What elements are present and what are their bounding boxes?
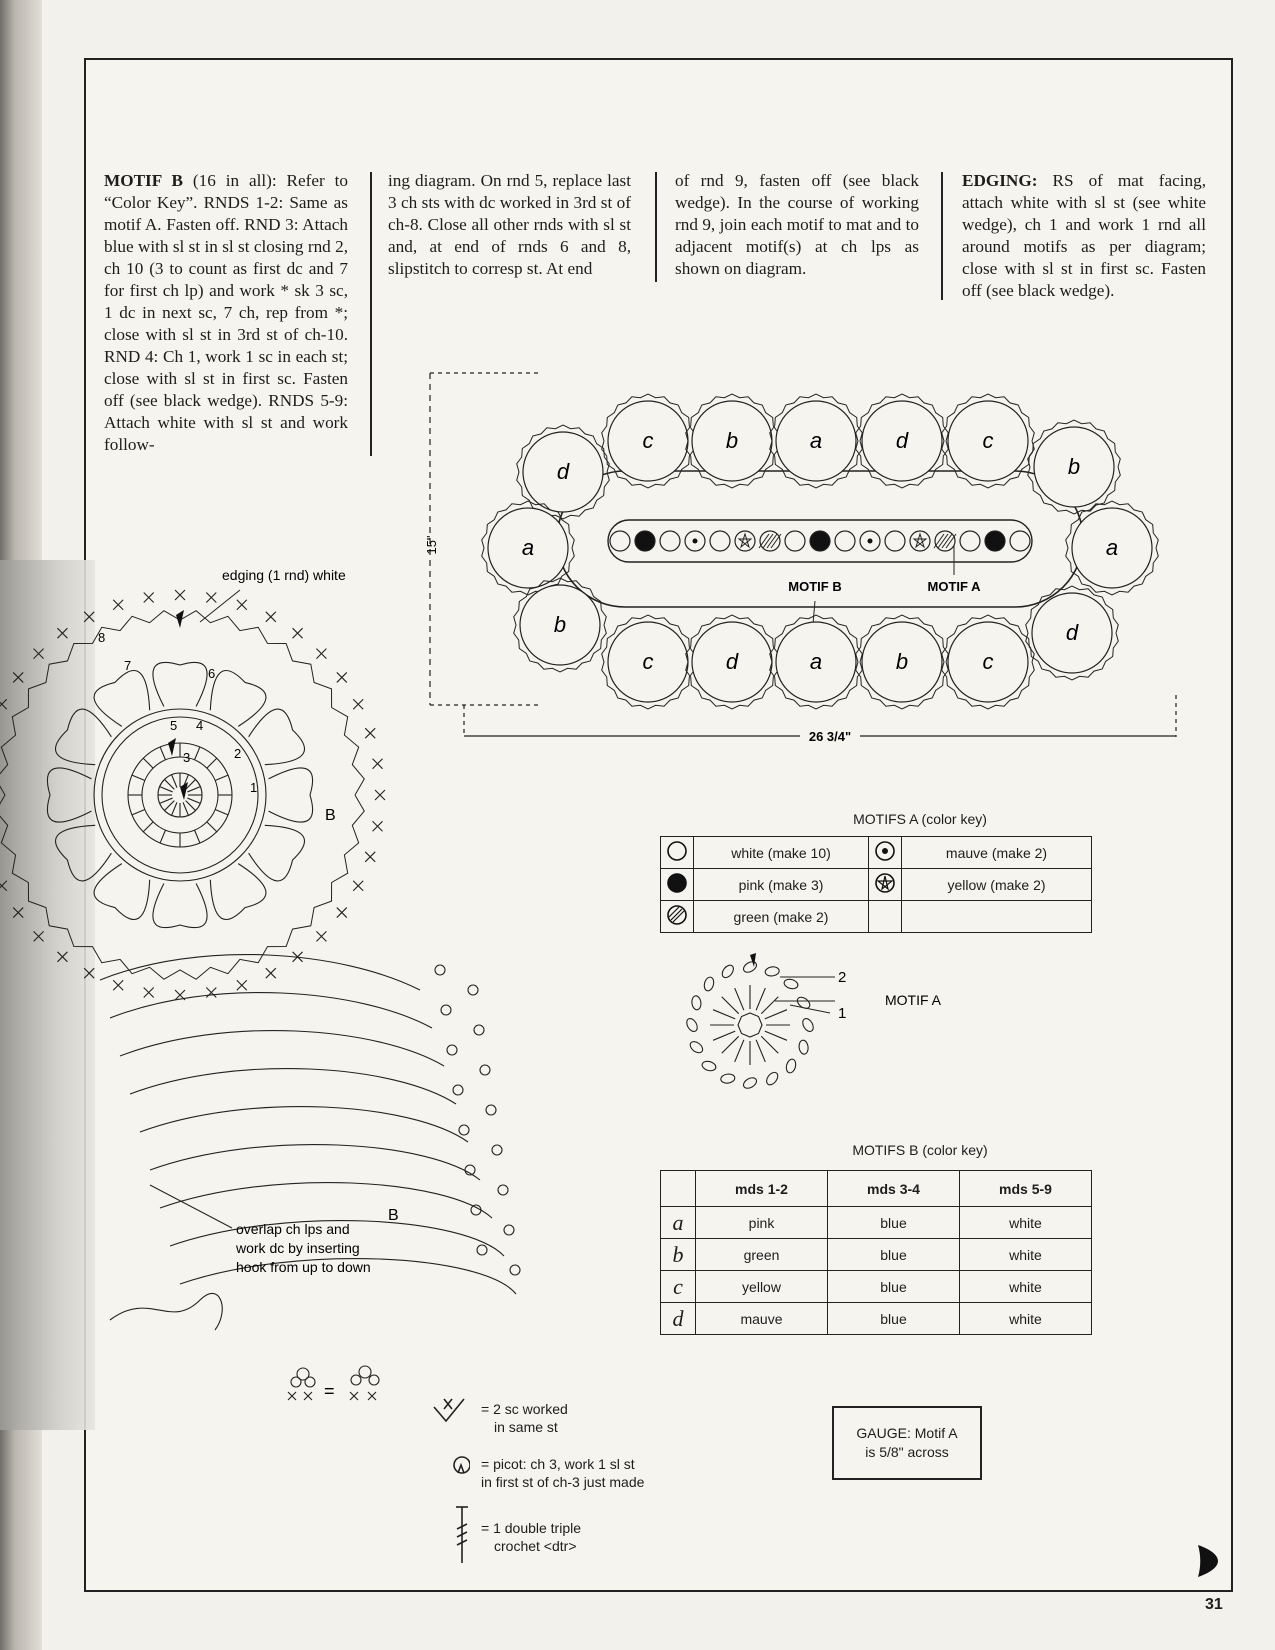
- legend-2sc: [481, 1400, 568, 1436]
- round-number-7: 7: [124, 658, 132, 673]
- legend-picot-line1: = picot: ch 3, work 1 sl st: [481, 1456, 635, 1472]
- column-rule: [941, 172, 943, 300]
- motif-letter: a: [661, 1207, 696, 1239]
- mat-motif-letter-bottom-0: c: [642, 649, 654, 674]
- round-number-3: 3: [183, 750, 191, 765]
- black-wedge-icon: [750, 953, 756, 967]
- motif-letter: d: [661, 1303, 696, 1335]
- overlap-label-3: hook from up to down: [236, 1259, 371, 1275]
- key-icon-cell: [661, 837, 694, 869]
- col4-text: RS of mat facing, attach white with sl st (see white wedge), ch 1 and work 1 rnd all around motifs as per diagram; close with sl st in first sc. Fasten off (see black wedge).: [962, 171, 1206, 300]
- key-icon-cell: [661, 869, 694, 901]
- mat-motif-letter-top-4: c: [982, 428, 994, 453]
- gauge-box: [832, 1406, 982, 1480]
- picot-icon: [454, 1457, 470, 1473]
- strip-motif-white: [785, 531, 805, 551]
- key-color-cell: white (make 10): [694, 837, 869, 869]
- key-corner: [661, 1171, 696, 1207]
- instructions-col3: [675, 170, 919, 280]
- width-label: 26 3/4": [808, 729, 852, 744]
- mat-motif-letter-right-0: b: [1067, 454, 1081, 479]
- column-rule: [655, 172, 657, 282]
- overlap-label-2: work dc by inserting: [236, 1240, 360, 1256]
- motifs-b-key-table: [660, 1170, 1092, 1335]
- key-icon-cell: [869, 837, 902, 869]
- strip-motif-pink: [985, 531, 1005, 551]
- motifs-a-key-title: MOTIFS A (color key): [853, 811, 987, 827]
- round-number-4: 4: [196, 718, 204, 733]
- motif-color-cell: blue: [828, 1207, 960, 1239]
- strip-motif-white: [710, 531, 730, 551]
- motif-color-cell: white: [960, 1239, 1092, 1271]
- round-b-label: B: [325, 807, 336, 824]
- mat-motif-letter-bottom-3: b: [895, 649, 909, 674]
- strip-motif-pink: [810, 531, 830, 551]
- instructions-col2: [388, 170, 631, 280]
- key-color-cell: green (make 2): [694, 901, 869, 933]
- legend-picot-line2: in first st of ch-3 just made: [481, 1474, 645, 1490]
- gauge-line2: is 5/8" across: [865, 1444, 949, 1460]
- mat-motif-letter-top-3: d: [895, 428, 909, 453]
- symbol-legend-icons: [430, 1395, 470, 1565]
- next-page-arrow-icon: [1194, 1543, 1220, 1579]
- strip-motif-pink: [635, 531, 655, 551]
- edging-black-wedge-icon: [176, 610, 184, 628]
- header-mds-1-2: mds 1-2: [696, 1171, 828, 1207]
- key-icon-cell: [869, 901, 902, 933]
- round-number-1: 1: [250, 780, 258, 795]
- motif-letter: c: [661, 1271, 696, 1303]
- mat-motif-letter-left-2: b: [553, 612, 567, 637]
- rnd4-black-wedge-icon: [168, 738, 176, 756]
- star-circle-icon: [873, 871, 897, 895]
- legend-dtr-line2: crochet <dtr>: [494, 1538, 577, 1554]
- motif-a-diagram: [670, 945, 970, 1105]
- mat-motif-letter-right-2: d: [1065, 620, 1079, 645]
- motif-b-label: MOTIF B: [788, 579, 842, 594]
- hatched-circle-icon: [665, 903, 689, 927]
- legend-picot: [481, 1455, 644, 1491]
- strip-motif-white: [610, 531, 630, 551]
- key-color-cell: mauve (make 2): [902, 837, 1092, 869]
- key-icon-cell: [869, 869, 902, 901]
- strip-motif-white: [1010, 531, 1030, 551]
- motif-color-cell: white: [960, 1303, 1092, 1335]
- motifs-b-key-row: [661, 1303, 1092, 1335]
- mat-motif-letter-bottom-4: c: [982, 649, 994, 674]
- key-color-cell: pink (make 3): [694, 869, 869, 901]
- edging-heading: EDGING:: [962, 171, 1038, 190]
- motif-color-cell: blue: [828, 1239, 960, 1271]
- mat-motif-letter-left-0: d: [556, 459, 570, 484]
- round-number-2: 2: [234, 746, 242, 761]
- edging-label: edging (1 rnd) white: [222, 567, 346, 583]
- instructions-col1: [104, 170, 348, 456]
- header-mds-3-4: mds 3-4: [828, 1171, 960, 1207]
- motif-color-cell: yellow: [696, 1271, 828, 1303]
- motifs-a-key-row: [661, 869, 1092, 901]
- col1-text: (16 in all): Refer to “Color Key”. RNDS 1-2: Same as motif A. Fasten off. RND 3: Attach blue with sl st in sl st closing rnd 2, ch 10 (3 to count as first dc and 7 for first ch lp) and work * sk 3 sc, 1 dc in next sc, 7 ch, rep from *; close with sl st in 3rd st of ch-10. RND 4: Ch 1, work 1 sc in each st; close with sl st in first sc. Fasten off (see black wedge). RNDS 5-9: Attach white with sl st and work follow-: [104, 171, 348, 454]
- col2-text: ing diagram. On rnd 5, replace last 3 ch sts with dc worked in 3rd st of ch-8. Close all other rnds with sl st and, at end of rnds 6 and 8, slipstitch to corresp st. At end: [388, 171, 631, 278]
- strip-motif-white: [835, 531, 855, 551]
- center-strip-motifs: [610, 531, 1030, 551]
- motifs-b-key-row: [661, 1207, 1092, 1239]
- mat-motif-letter-top-1: b: [725, 428, 739, 453]
- rnd9-black-wedge-icon: [180, 782, 188, 800]
- mat-motif-letter-top-0: c: [642, 428, 654, 453]
- dot-circle-icon: [873, 839, 897, 863]
- motif-a-rnd2-label: 2: [838, 969, 847, 986]
- motifs-b-key-row: [661, 1271, 1092, 1303]
- page-number: 31: [1205, 1596, 1223, 1613]
- motif-a-diagram-label: MOTIF A: [885, 992, 941, 1008]
- key-color-cell: yellow (make 2): [902, 869, 1092, 901]
- motif-letter: b: [661, 1239, 696, 1271]
- motif-color-cell: mauve: [696, 1303, 828, 1335]
- overlap-label-1: overlap ch lps and: [236, 1221, 350, 1237]
- motif-color-cell: white: [960, 1207, 1092, 1239]
- round-number-5: 5: [170, 718, 178, 733]
- legend-2sc-line1: = 2 sc worked: [481, 1401, 568, 1417]
- mat-motif-letter-left-1: a: [521, 535, 535, 560]
- mat-motif-letter-bottom-1: d: [725, 649, 739, 674]
- motif-b-heading: MOTIF B: [104, 171, 183, 190]
- stitch-equals: =: [324, 1381, 335, 1401]
- legend-dtr-line1: = 1 double triple: [481, 1520, 582, 1536]
- filled-circle-icon: [665, 871, 689, 895]
- motif-color-cell: pink: [696, 1207, 828, 1239]
- motif-color-cell: green: [696, 1239, 828, 1271]
- instructions-col4: [962, 170, 1206, 302]
- col3-text: of rnd 9, fasten off (see black wedge). In the course of working rnd 9, join each motif to mat and to adjacent motif(s) at ch lps as shown on diagram.: [675, 171, 919, 278]
- motif-a-label: MOTIF A: [927, 579, 981, 594]
- gauge-line1: GAUGE: Motif A: [856, 1425, 958, 1441]
- motifs-a-key-row: [661, 901, 1092, 933]
- mat-motif-letter-right-1: a: [1105, 535, 1119, 560]
- round-number-6: 6: [208, 666, 216, 681]
- mat-motif-letter-bottom-2: a: [809, 649, 823, 674]
- motif-color-cell: blue: [828, 1271, 960, 1303]
- motif-color-cell: white: [960, 1271, 1092, 1303]
- motif-a-rnd1-label: 1: [838, 1005, 847, 1022]
- legend-2sc-line2: in same st: [494, 1419, 558, 1435]
- column-rule: [370, 172, 372, 456]
- strip-motif-white: [660, 531, 680, 551]
- legend-dtr: [481, 1519, 581, 1555]
- mat-motif-letter-top-2: a: [809, 428, 823, 453]
- round-number-8: 8: [98, 630, 106, 645]
- header-mds-5-9: mds 5-9: [960, 1171, 1092, 1207]
- open-circle-icon: [665, 839, 689, 863]
- motifs-b-key-title: MOTIFS B (color key): [852, 1142, 988, 1158]
- motif-color-cell: blue: [828, 1303, 960, 1335]
- motifs-a-key-table: [660, 836, 1092, 933]
- strip-motif-white: [885, 531, 905, 551]
- overlap-b-label: B: [388, 1207, 399, 1224]
- strip-motif-white: [960, 531, 980, 551]
- height-label: 15": [424, 535, 439, 555]
- motif-b-stitch-diagram: [0, 560, 640, 1420]
- key-color-cell: [902, 901, 1092, 933]
- key-icon-cell: [661, 901, 694, 933]
- motifs-a-key-row: [661, 837, 1092, 869]
- motifs-b-key-row: [661, 1239, 1092, 1271]
